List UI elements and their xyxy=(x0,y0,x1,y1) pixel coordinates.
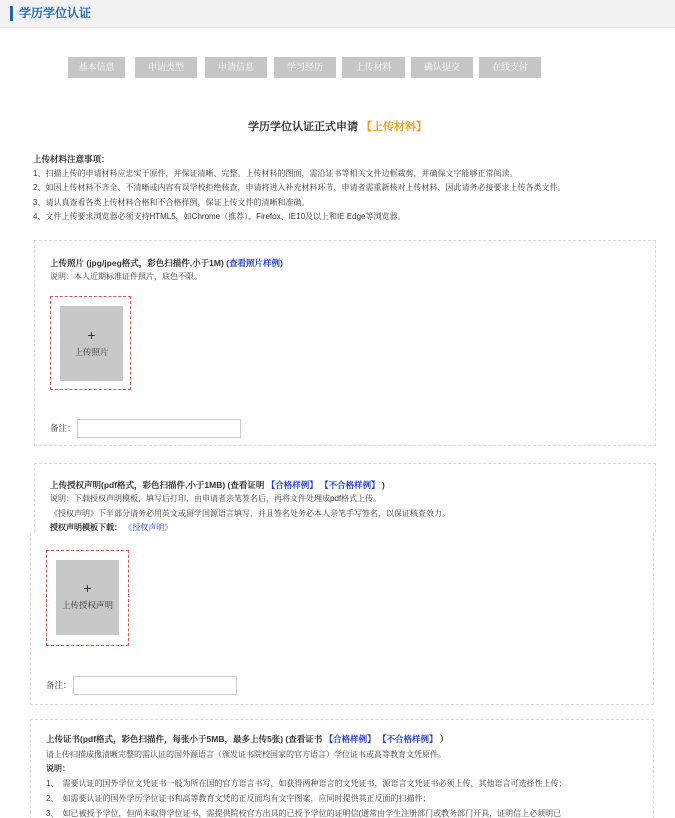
cert-ok-sample-link[interactable]: 【合格样例】 xyxy=(324,734,376,744)
cert-heading-text: 上传证书(pdf格式，彩色扫描件，每张小于5MB，最多上传5张) (查看证书 xyxy=(46,734,323,744)
notes-item: 3、请认真查看各类上传材料合格和不合格样例，保证上传文件的清晰和准确。 xyxy=(33,197,310,207)
photo-desc: 说明：本人近期标准证件照片，底色不限。 xyxy=(50,272,202,281)
photo-upload-section xyxy=(34,240,656,446)
photo-heading-text: 上传照片 (jpg/jpeg格式，彩色扫描件,小于1M) xyxy=(50,258,224,268)
photo-remark-label: 备注： xyxy=(50,423,76,433)
upload-notes xyxy=(33,152,565,225)
step-apply-type[interactable]: 申请类型 xyxy=(135,57,197,78)
section-marker xyxy=(10,6,13,21)
auth-upload-continued xyxy=(0,533,675,818)
step-study-history[interactable]: 学习经历 xyxy=(274,57,336,78)
cert-desc-label: 说明： xyxy=(46,764,70,773)
photo-heading xyxy=(50,257,283,269)
notes-item: 1、扫描上传的申请材料应忠实于原件，并保证清晰、完整。上传材料的图面，需沿证书等相关文件边框裁剪，并确保文字能够正常阅读。 xyxy=(33,168,518,178)
auth-heading-close: ) xyxy=(382,480,385,490)
auth-desc-2: 《授权声明》下半部分请务必用英文或留学国源语言填写，并且签名处务必本人亲笔手写签名，以保证核查效力。 xyxy=(50,509,450,518)
auth-remark-input[interactable] xyxy=(73,676,237,695)
auth-heading xyxy=(50,479,385,491)
auth-ok-sample-link[interactable]: 【合格样例】 xyxy=(266,480,318,490)
photo-upload-label: 上传照片 xyxy=(74,347,109,357)
auth-heading-text: 上传授权声明(pdf格式，彩色扫描件,小于1MB) (查看证明 xyxy=(50,480,265,490)
page-title-highlight: 【上传材料】 xyxy=(361,121,428,133)
page-title xyxy=(0,118,675,134)
photo-remark-input[interactable] xyxy=(77,419,241,438)
step-confirm-submit[interactable]: 确认提交 xyxy=(411,57,473,78)
cert-desc-item: 1、 需要认证的国外学位文凭证书一般为所在国的官方语言书写，如获得两种语言的文凭证书，源语言文凭证书必须上传，其他语言可选择性上传； xyxy=(46,779,567,788)
notes-item: 2、如因上传材料不齐全、不清晰或内容有误学校拒绝核查，申请将进入补充材料环节，申请者需重新核对上传材料，因此请务必接要求上传各类文件。 xyxy=(33,183,566,192)
auth-template-link[interactable]: 《授权声明》 xyxy=(124,523,173,532)
cert-desc-item: 3、 如已被授予学位，但尚未取得学位证书，需提供院校官方出具的已授予学位的证明信(通常由学生注册部门或教务部门开具，证明信上必须明已 xyxy=(46,809,562,818)
auth-desc-1: 说明：下载授权声明模板，填写后打印，由申请者亲笔签名后，再将文件处理成pdf格式上传。 xyxy=(50,494,382,503)
photo-sample-link[interactable]: (查看照片样例) xyxy=(226,258,283,268)
auth-template-label: 授权声明模板下载： xyxy=(50,523,122,532)
auth-remark-label: 备注： xyxy=(46,680,72,690)
cert-upload-section xyxy=(30,719,654,818)
section-title: 学历学位认证 xyxy=(19,6,92,20)
notes-heading: 上传材料注意事项： xyxy=(33,154,110,164)
cert-heading-close: ） xyxy=(439,734,449,744)
auth-upload-label: 上传授权声明 xyxy=(61,600,113,610)
step-apply-info[interactable]: 申请信息 xyxy=(205,57,267,78)
photo-upload-area[interactable] xyxy=(50,296,131,390)
page-title-text: 学历学位认证正式申请 xyxy=(247,121,358,133)
cert-desc-item: 2、 如需要认证的国外学历学位证书和高等教育文凭的正反面均有文字图案，应同时提供其正反面的扫描件； xyxy=(46,794,431,803)
step-online-payment[interactable]: 在线支付 xyxy=(479,57,541,78)
photo-upload-button[interactable] xyxy=(60,306,123,381)
notes-item: 4、文件上传要求浏览器必须支持HTML5，如Chrome（推荐）、Firefox、IE10及以上和IE Edge等浏览器。 xyxy=(33,212,406,221)
auth-bad-sample-link[interactable]: 【不合格样例】 xyxy=(320,480,380,490)
auth-box-continued xyxy=(30,533,654,705)
cert-bad-sample-link[interactable]: 【不合格样例】 xyxy=(378,734,438,744)
step-upload-materials[interactable]: 上传材料 xyxy=(342,57,405,78)
plus-icon: + xyxy=(87,327,96,343)
cert-warning: 请上传扫描成像清晰完整的需认证的国外源语言（颁发证书院校国家的官方语言）学位证书或高等教育文凭原件。 xyxy=(46,750,446,759)
auth-upload-button[interactable] xyxy=(56,560,119,635)
step-basic-info[interactable]: 基本信息 xyxy=(68,57,125,78)
cert-heading xyxy=(46,733,448,745)
auth-upload-area[interactable] xyxy=(46,550,129,646)
section-header xyxy=(0,0,675,28)
plus-icon: + xyxy=(83,580,92,596)
